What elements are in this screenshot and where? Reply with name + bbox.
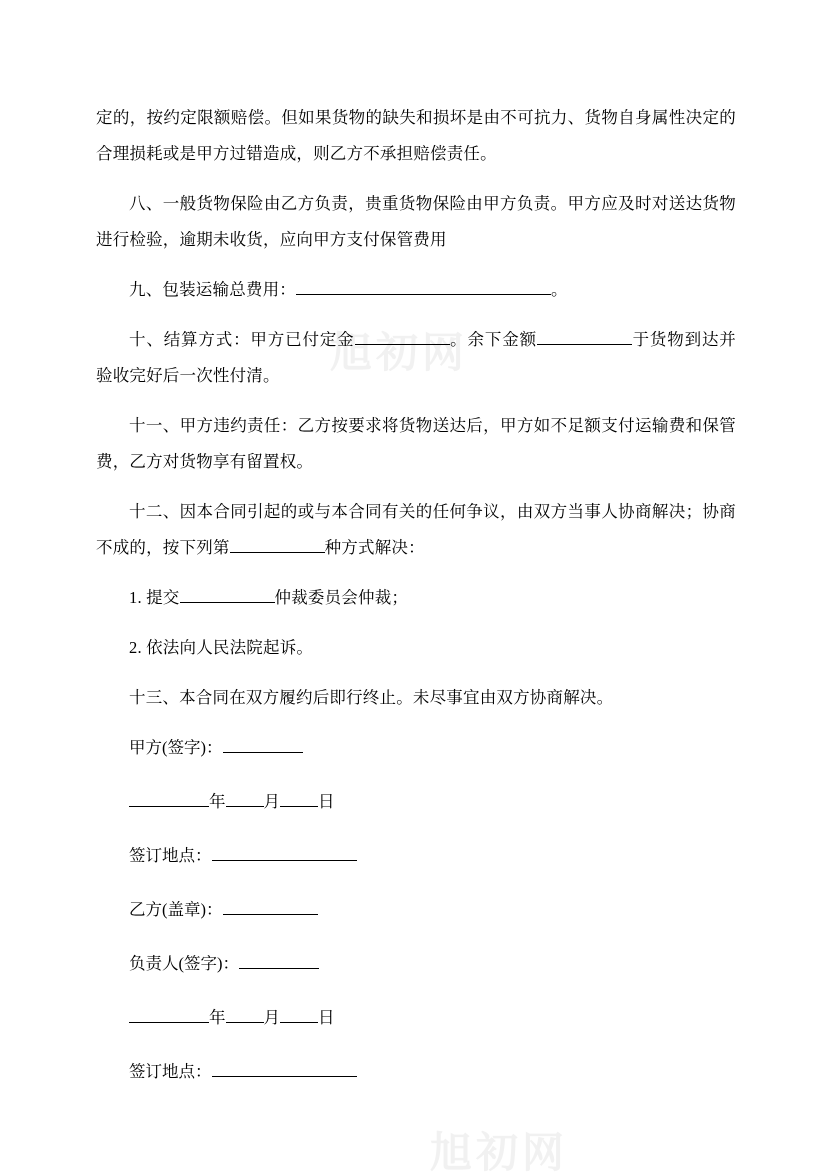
watermark: 旭初网 — [430, 1129, 569, 1174]
year-label-b: 年 — [209, 1008, 226, 1027]
fill-blank-total-fee[interactable] — [296, 279, 551, 295]
person-label: 负责人(签字)： — [129, 954, 239, 973]
signature-party-a — [96, 730, 736, 766]
party-b-label: 乙方(盖章)： — [129, 900, 223, 919]
signature-place-b — [96, 1054, 736, 1090]
fill-blank-year-b[interactable] — [129, 1007, 209, 1023]
fill-blank-month-a[interactable] — [226, 791, 264, 807]
clause-12-item-1-suffix: 仲裁委员会仲裁； — [274, 588, 409, 607]
clause-9-prefix: 九、包装运输总费用： — [129, 280, 296, 299]
fill-blank-year-a[interactable] — [129, 791, 209, 807]
signature-place-a — [96, 838, 736, 874]
fill-blank-deposit[interactable] — [355, 329, 450, 345]
clause-12-item-1-prefix: 1. 提交 — [129, 588, 180, 607]
clause-9-suffix: 。 — [551, 280, 568, 299]
clause-10-prefix: 十、结算方式：甲方已付定金 — [129, 330, 355, 349]
fill-blank-place-b[interactable] — [212, 1061, 357, 1077]
paragraph-clause-10 — [96, 322, 736, 394]
clause-12-suffix: 种方式解决： — [324, 538, 425, 557]
party-a-label: 甲方(签字)： — [129, 738, 223, 757]
paragraph-clause-13: 十三、本合同在双方履约后即行终止。未尽事宜由双方协商解决。 — [129, 688, 614, 707]
place-b-label: 签订地点： — [129, 1062, 212, 1081]
paragraph-clause-12-item-2: 2. 依法向人民法院起诉。 — [129, 638, 314, 657]
fill-blank-party-b-seal[interactable] — [223, 899, 318, 915]
fill-blank-day-a[interactable] — [280, 791, 318, 807]
fill-blank-party-a-signature[interactable] — [223, 737, 303, 753]
fill-blank-arbitration-committee[interactable] — [180, 587, 275, 603]
day-label-b: 日 — [318, 1008, 335, 1027]
paragraph-clause-7-continued: 定的，按约定限额赔偿。但如果货物的缺失和损坏是由不可抗力、货物自身属性决定的合理损耗或是甲方过错造成，则乙方不承担赔偿责任。 — [96, 108, 736, 163]
signature-date-b — [96, 1000, 736, 1036]
paragraph-clause-9 — [96, 272, 736, 308]
fill-blank-month-b[interactable] — [226, 1007, 264, 1023]
fill-blank-person-signature[interactable] — [239, 953, 319, 969]
month-label-a: 月 — [263, 792, 280, 811]
fill-blank-day-b[interactable] — [280, 1007, 318, 1023]
fill-blank-dispute-method[interactable] — [230, 537, 325, 553]
paragraph-clause-8: 八、一般货物保险由乙方负责，贵重货物保险由甲方负责。甲方应及时对送达货物进行检验，逾期未收货，应向甲方支付保管费用 — [96, 194, 736, 249]
fill-blank-balance[interactable] — [537, 329, 632, 345]
day-label-a: 日 — [318, 792, 335, 811]
signature-date-a — [96, 784, 736, 820]
month-label-b: 月 — [263, 1008, 280, 1027]
year-label-a: 年 — [209, 792, 226, 811]
clause-10-suffix: 于货物到达并验收完好后一次性付清。 — [96, 330, 737, 385]
paragraph-clause-11: 十一、甲方违约责任：乙方按要求将货物送达后，甲方如不足额支付运输费和保管费，乙方对货物享有留置权。 — [96, 416, 736, 471]
clause-10-mid: 。余下金额 — [449, 330, 537, 349]
clause-12-prefix: 十二、因本合同引起的或与本合同有关的任何争议，由双方当事人协商解决；协商不成的，按下列第 — [96, 502, 736, 557]
signature-party-b — [96, 892, 736, 928]
watermark: 旭初网 — [330, 329, 469, 376]
signature-responsible-person — [96, 946, 736, 982]
paragraph-clause-12-item-1 — [96, 580, 736, 616]
place-a-label: 签订地点： — [129, 846, 212, 865]
fill-blank-place-a[interactable] — [212, 845, 357, 861]
document-body — [96, 100, 736, 1108]
paragraph-clause-12 — [96, 494, 736, 566]
